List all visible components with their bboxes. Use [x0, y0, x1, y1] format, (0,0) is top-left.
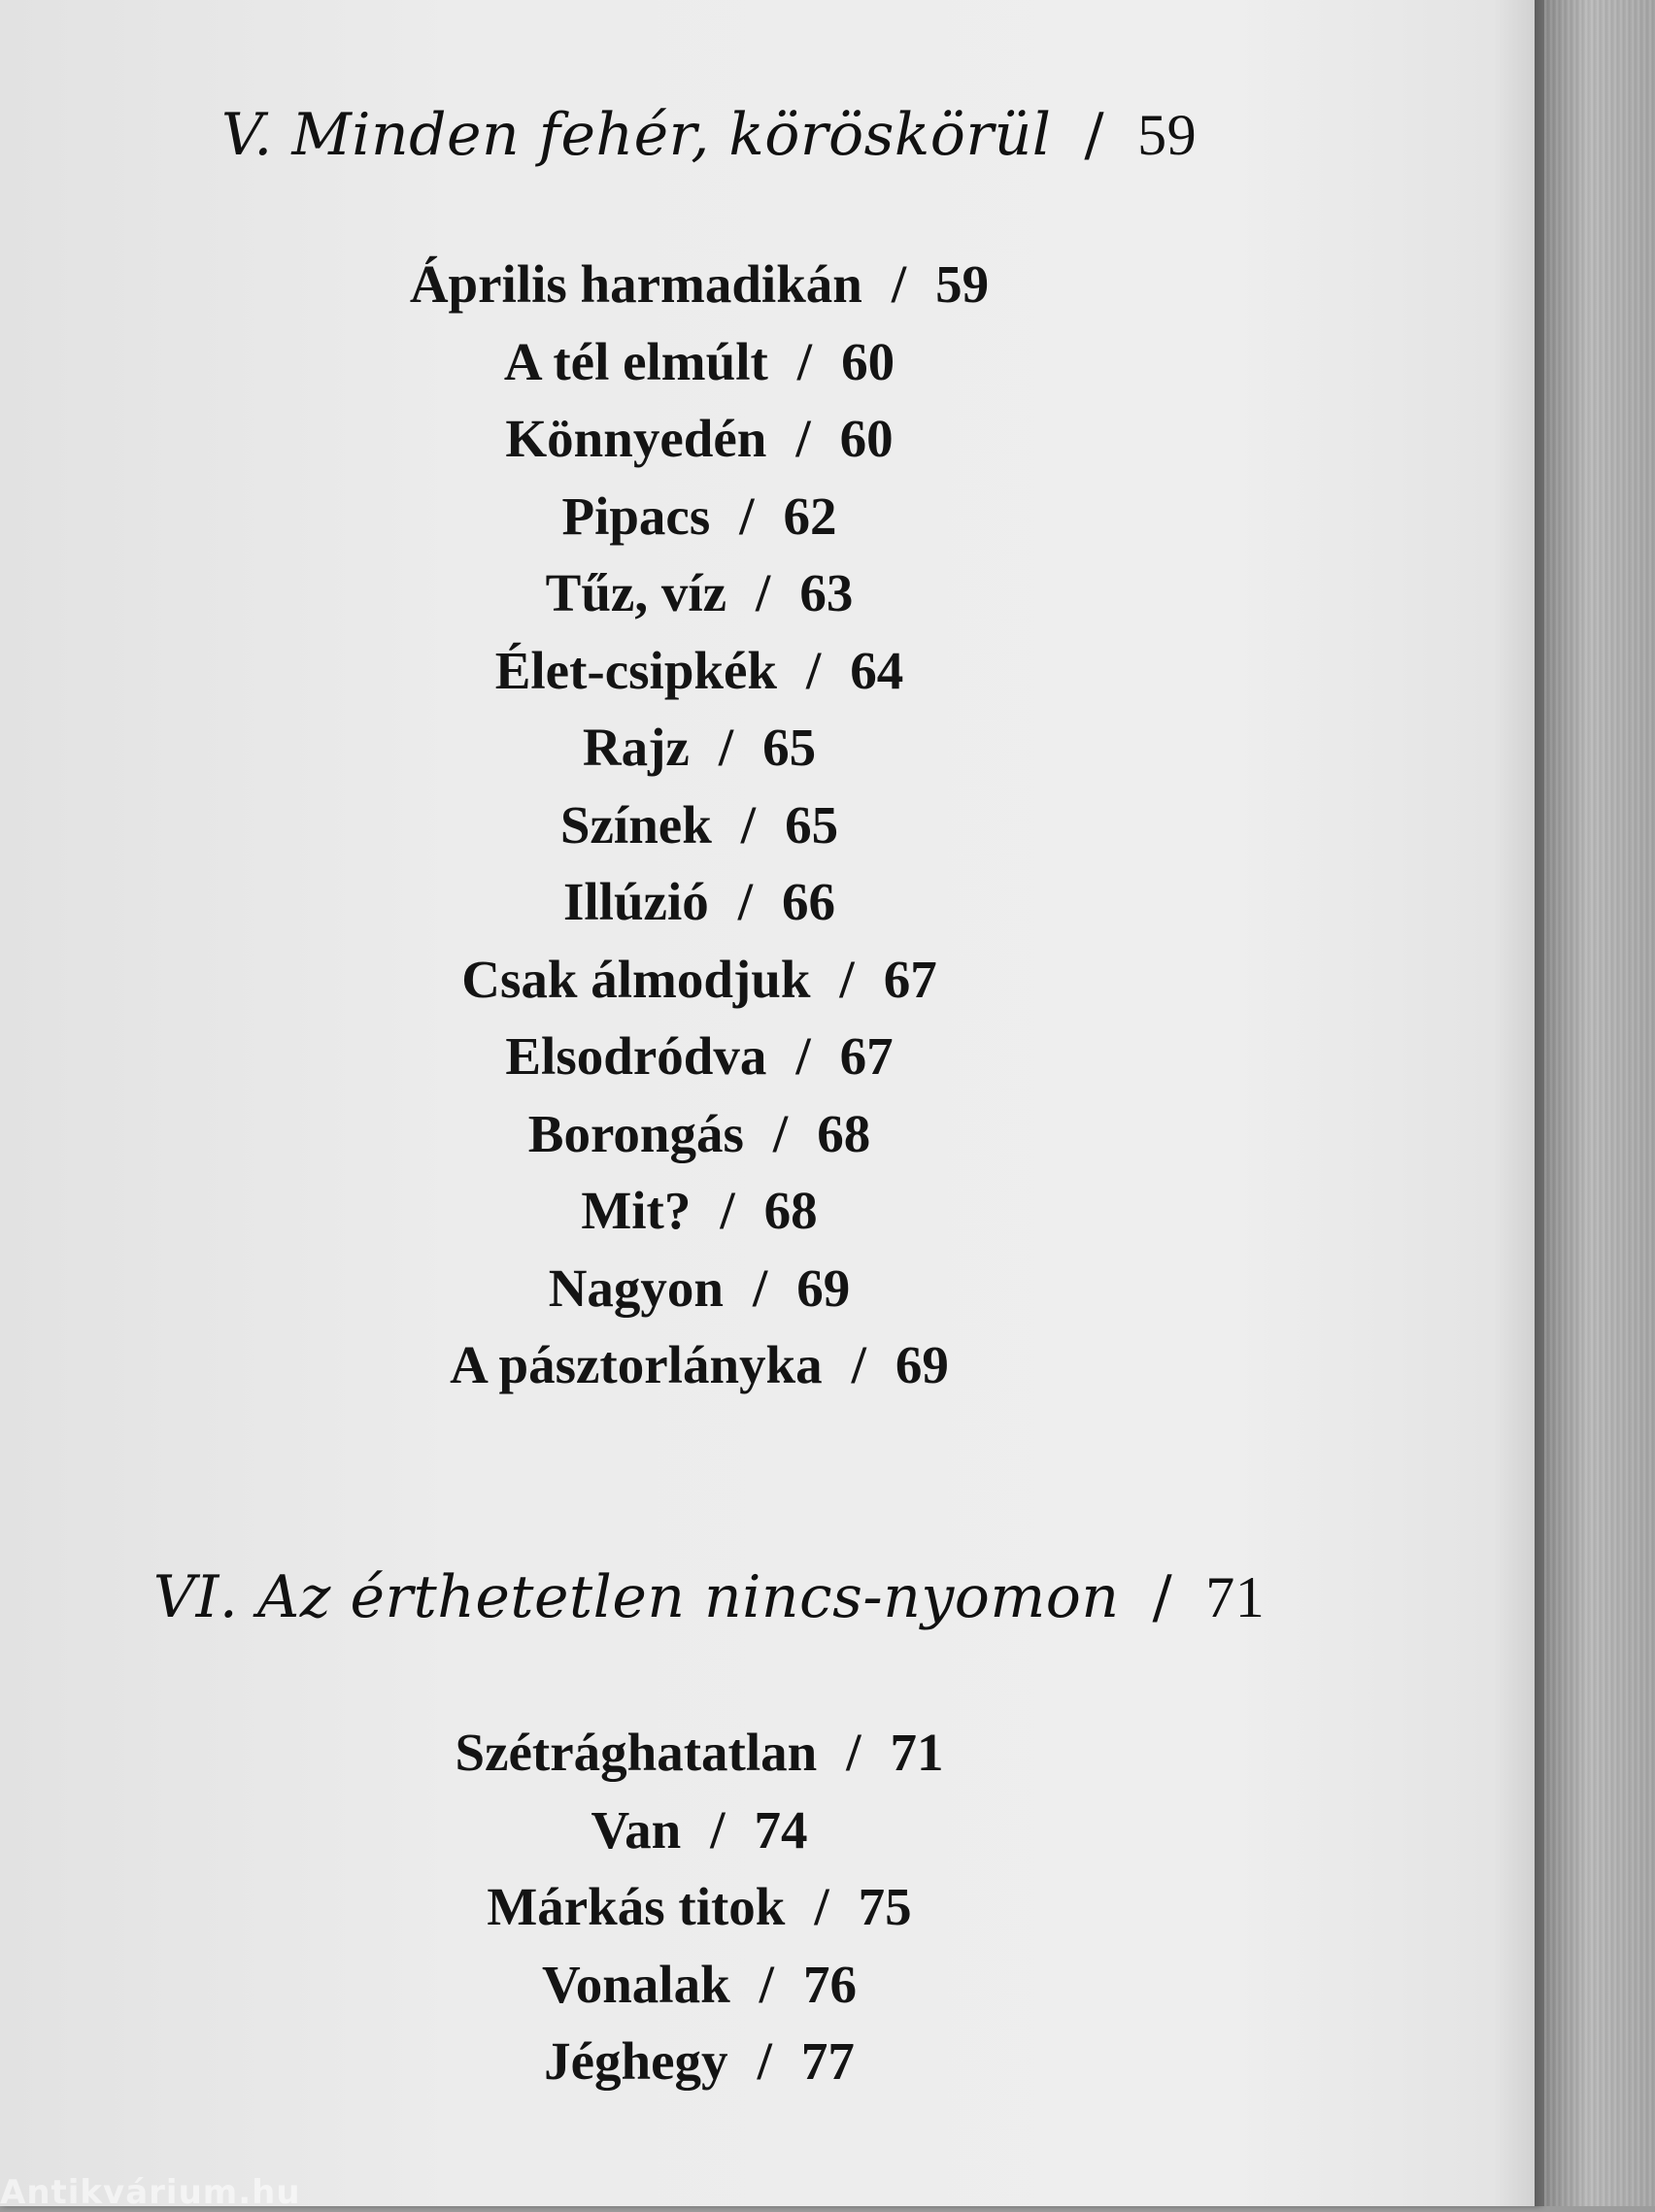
entry-page: 69: [895, 1335, 949, 1394]
entry-page: 62: [783, 486, 837, 546]
entry-title: Tűz, víz: [545, 563, 727, 622]
entry-title: Csak álmodjuk: [461, 949, 811, 1009]
toc-entry: [0, 1946, 1399, 2024]
entry-title: A tél elmúlt: [503, 331, 768, 391]
entry-page: 59: [935, 254, 990, 314]
entry-page: 67: [883, 949, 937, 1009]
entry-title: Színek: [559, 794, 712, 855]
entry-title: Jéghegy: [544, 2031, 728, 2091]
toc-entry: [0, 632, 1399, 710]
separator: /: [839, 949, 855, 1009]
separator: /: [1084, 101, 1105, 169]
separator: /: [718, 718, 734, 777]
entry-title: Rajz: [582, 718, 690, 777]
toc-entry: [0, 1172, 1399, 1250]
entry-title: Élet-csipkék: [494, 640, 777, 700]
entry-page: 71: [890, 1723, 944, 1782]
separator: /: [806, 640, 822, 700]
toc-entry: [0, 1714, 1399, 1792]
toc-entry: [0, 1018, 1399, 1095]
entry-page: 69: [796, 1257, 851, 1318]
toc-entry: [0, 1250, 1399, 1327]
separator: /: [756, 563, 771, 622]
toc-entry: [0, 1792, 1399, 1869]
entry-title: Szétrághatatlan: [455, 1723, 818, 1782]
separator: /: [740, 794, 757, 855]
toc-entry-list: [0, 1714, 1399, 2100]
entry-title: Vonalak: [542, 1954, 730, 2014]
entry-page: 68: [763, 1181, 818, 1240]
entry-title: A pásztorlányka: [450, 1335, 823, 1394]
entry-title: Április harmadikán: [409, 254, 862, 314]
toc-entry: [0, 2023, 1399, 2100]
entry-page: 75: [858, 1877, 912, 1936]
separator: /: [796, 331, 813, 391]
toc-entry: [0, 787, 1399, 864]
toc-entry: [0, 1095, 1399, 1173]
separator: /: [891, 254, 907, 314]
entry-page: 60: [841, 331, 895, 391]
entry-title: Mit?: [581, 1181, 692, 1240]
toc-entry: [0, 1868, 1399, 1946]
toc-entry: [0, 246, 1399, 323]
entry-page: 74: [754, 1799, 808, 1860]
entry-title: Elsodródva: [505, 1026, 767, 1086]
toc-entry: [0, 400, 1399, 478]
separator: /: [772, 1103, 789, 1163]
separator: /: [851, 1335, 866, 1394]
entry-page: 66: [782, 872, 836, 931]
separator: /: [759, 1954, 774, 2014]
section-title: VI. Az érthetetlen nincs-nyomon: [152, 1563, 1120, 1631]
entry-page: 67: [839, 1026, 894, 1086]
toc-entry: [0, 323, 1399, 401]
section-page-number: 59: [1137, 103, 1198, 167]
section-heading: [0, 101, 1418, 169]
entry-title: Pipacs: [561, 486, 711, 546]
separator: /: [795, 409, 811, 468]
entry-title: Illúzió: [562, 872, 709, 931]
toc-entry: [0, 478, 1399, 555]
toc-entry: [0, 554, 1399, 632]
entry-title: Könnyedén: [505, 409, 767, 468]
toc-entry: [0, 863, 1399, 941]
entry-page: 64: [850, 640, 904, 700]
toc-entry: [0, 709, 1399, 787]
separator: /: [1152, 1563, 1173, 1631]
separator: /: [737, 872, 754, 931]
section-heading: [0, 1563, 1418, 1631]
entry-page: 65: [762, 718, 817, 777]
separator: /: [795, 1026, 811, 1086]
entry-page: 68: [817, 1103, 871, 1163]
separator: /: [846, 1723, 861, 1782]
entry-title: Borongás: [527, 1103, 744, 1163]
watermark-text: Antikvárium.hu: [0, 2173, 301, 2212]
entry-page: 76: [802, 1954, 857, 2014]
entry-title: Nagyon: [548, 1257, 725, 1318]
entry-page: 65: [785, 794, 839, 855]
entry-title: Márkás titok: [487, 1877, 786, 1936]
separator: /: [710, 1799, 726, 1860]
separator: /: [757, 2031, 772, 2091]
entry-title: Van: [591, 1799, 682, 1860]
separator: /: [739, 486, 755, 546]
entry-page: 60: [839, 409, 894, 468]
separator: /: [753, 1257, 768, 1318]
entry-page: 63: [799, 563, 854, 622]
backdrop-surface: [1544, 0, 1655, 2206]
separator: /: [814, 1877, 829, 1936]
toc-entry-list: [0, 246, 1399, 1404]
toc-entry: [0, 941, 1399, 1019]
separator: /: [720, 1181, 735, 1240]
section-page-number: 71: [1205, 1565, 1266, 1629]
section-title: V. Minden fehér, köröskörül: [220, 101, 1052, 169]
entry-page: 77: [800, 2031, 855, 2091]
toc-entry: [0, 1326, 1399, 1404]
